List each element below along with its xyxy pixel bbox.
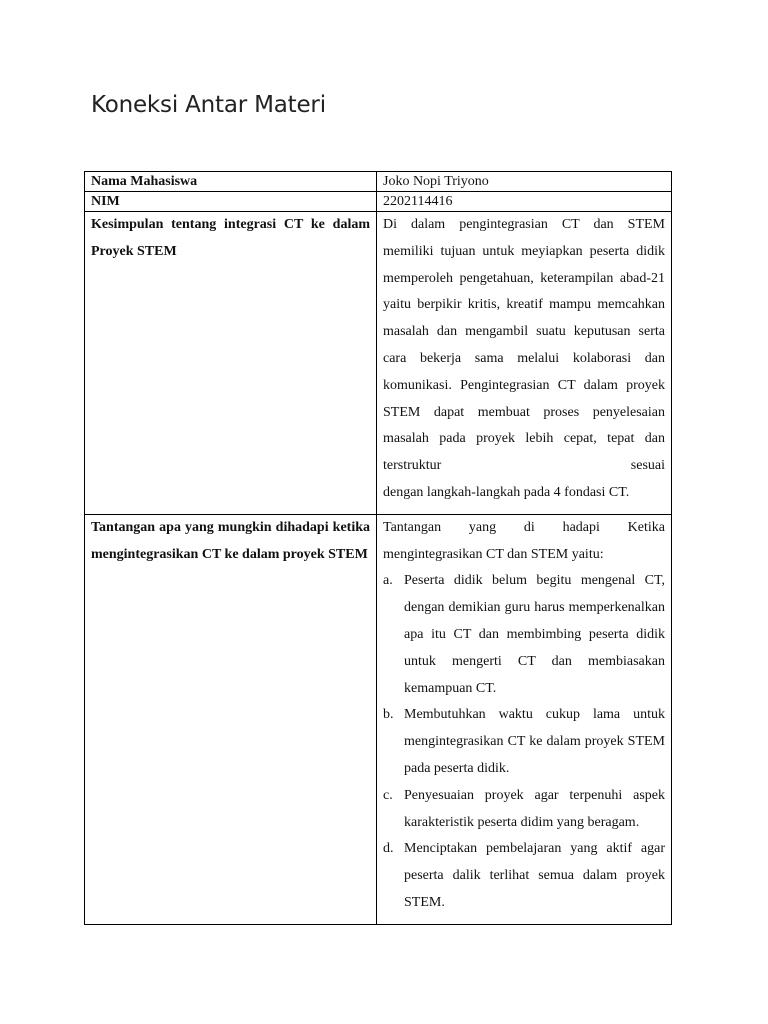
table-row-nama — [85, 172, 672, 192]
list-marker: a. — [383, 573, 393, 589]
list-item-text: Membutuhkan waktu cukup lama untuk mengintegrasikan CT ke dalam proyek STEM pada peserta didik. — [404, 707, 665, 776]
list-item-text: Menciptakan pembelajaran yang aktif agar peserta dalik terlihat semua dalam proyek STEM. — [404, 841, 665, 910]
list-item — [383, 836, 665, 916]
list-item — [383, 568, 665, 702]
list-marker: c. — [383, 787, 393, 803]
kesimpulan-value: Di dalam pengintegrasian CT dan STEM memiliki tujuan untuk meyiapkan peserta didik memperoleh pengetahuan, keterampilan abad-21 yaitu berpikir kritis, kreatif mampu memcahkan masalah dan mengambil suatu keputusan serta cara bekerja sama melalui kolaborasi dan komunikasi. Pengintegrasian CT dalam proyek STEM dapat membuat proses penyelesaian masalah pada proyek lebih cepat, tepat dan terstruktur sesuai — [383, 217, 665, 474]
table-row-kesimpulan — [85, 212, 672, 515]
nama-value: Joko Nopi Triyono — [377, 172, 672, 192]
list-marker: d. — [383, 841, 394, 857]
list-item — [383, 702, 665, 782]
tantangan-intro: Tantangan yang di hadapi Ketika mengintegrasikan CT dan STEM yaitu: — [383, 519, 665, 562]
nim-value: 2202114416 — [377, 192, 672, 212]
nim-label: NIM — [85, 192, 377, 212]
student-info-table — [84, 171, 672, 925]
table-row-tantangan — [85, 514, 672, 924]
nama-label: Nama Mahasiswa — [85, 172, 377, 192]
list-item-text: Penyesuaian proyek agar terpenuhi aspek karakteristik peserta didim yang beragam. — [404, 787, 665, 830]
kesimpulan-label: Kesimpulan tentang integrasi CT ke dalam Proyek STEM — [85, 212, 377, 515]
list-item-text: Peserta didik belum begitu mengenal CT, dengan demikian guru harus memperkenalkan apa itu CT dan membimbing peserta didik untuk mengerti CT dan membiasakan kemampuan CT. — [404, 573, 665, 696]
challenge-list — [383, 568, 665, 916]
tantangan-label: Tantangan apa yang mungkin dihadapi ketika mengintegrasikan CT ke dalam proyek STEM — [85, 514, 377, 924]
kesimpulan-value-last-line: dengan langkah-langkah pada 4 fondasi CT. — [383, 484, 630, 500]
list-item — [383, 783, 665, 837]
list-marker: b. — [383, 707, 394, 723]
kesimpulan-value-cell — [377, 212, 672, 515]
tantangan-value-cell — [377, 514, 672, 924]
table-row-nim — [85, 192, 672, 212]
document-title: Koneksi Antar Materi — [91, 92, 326, 118]
